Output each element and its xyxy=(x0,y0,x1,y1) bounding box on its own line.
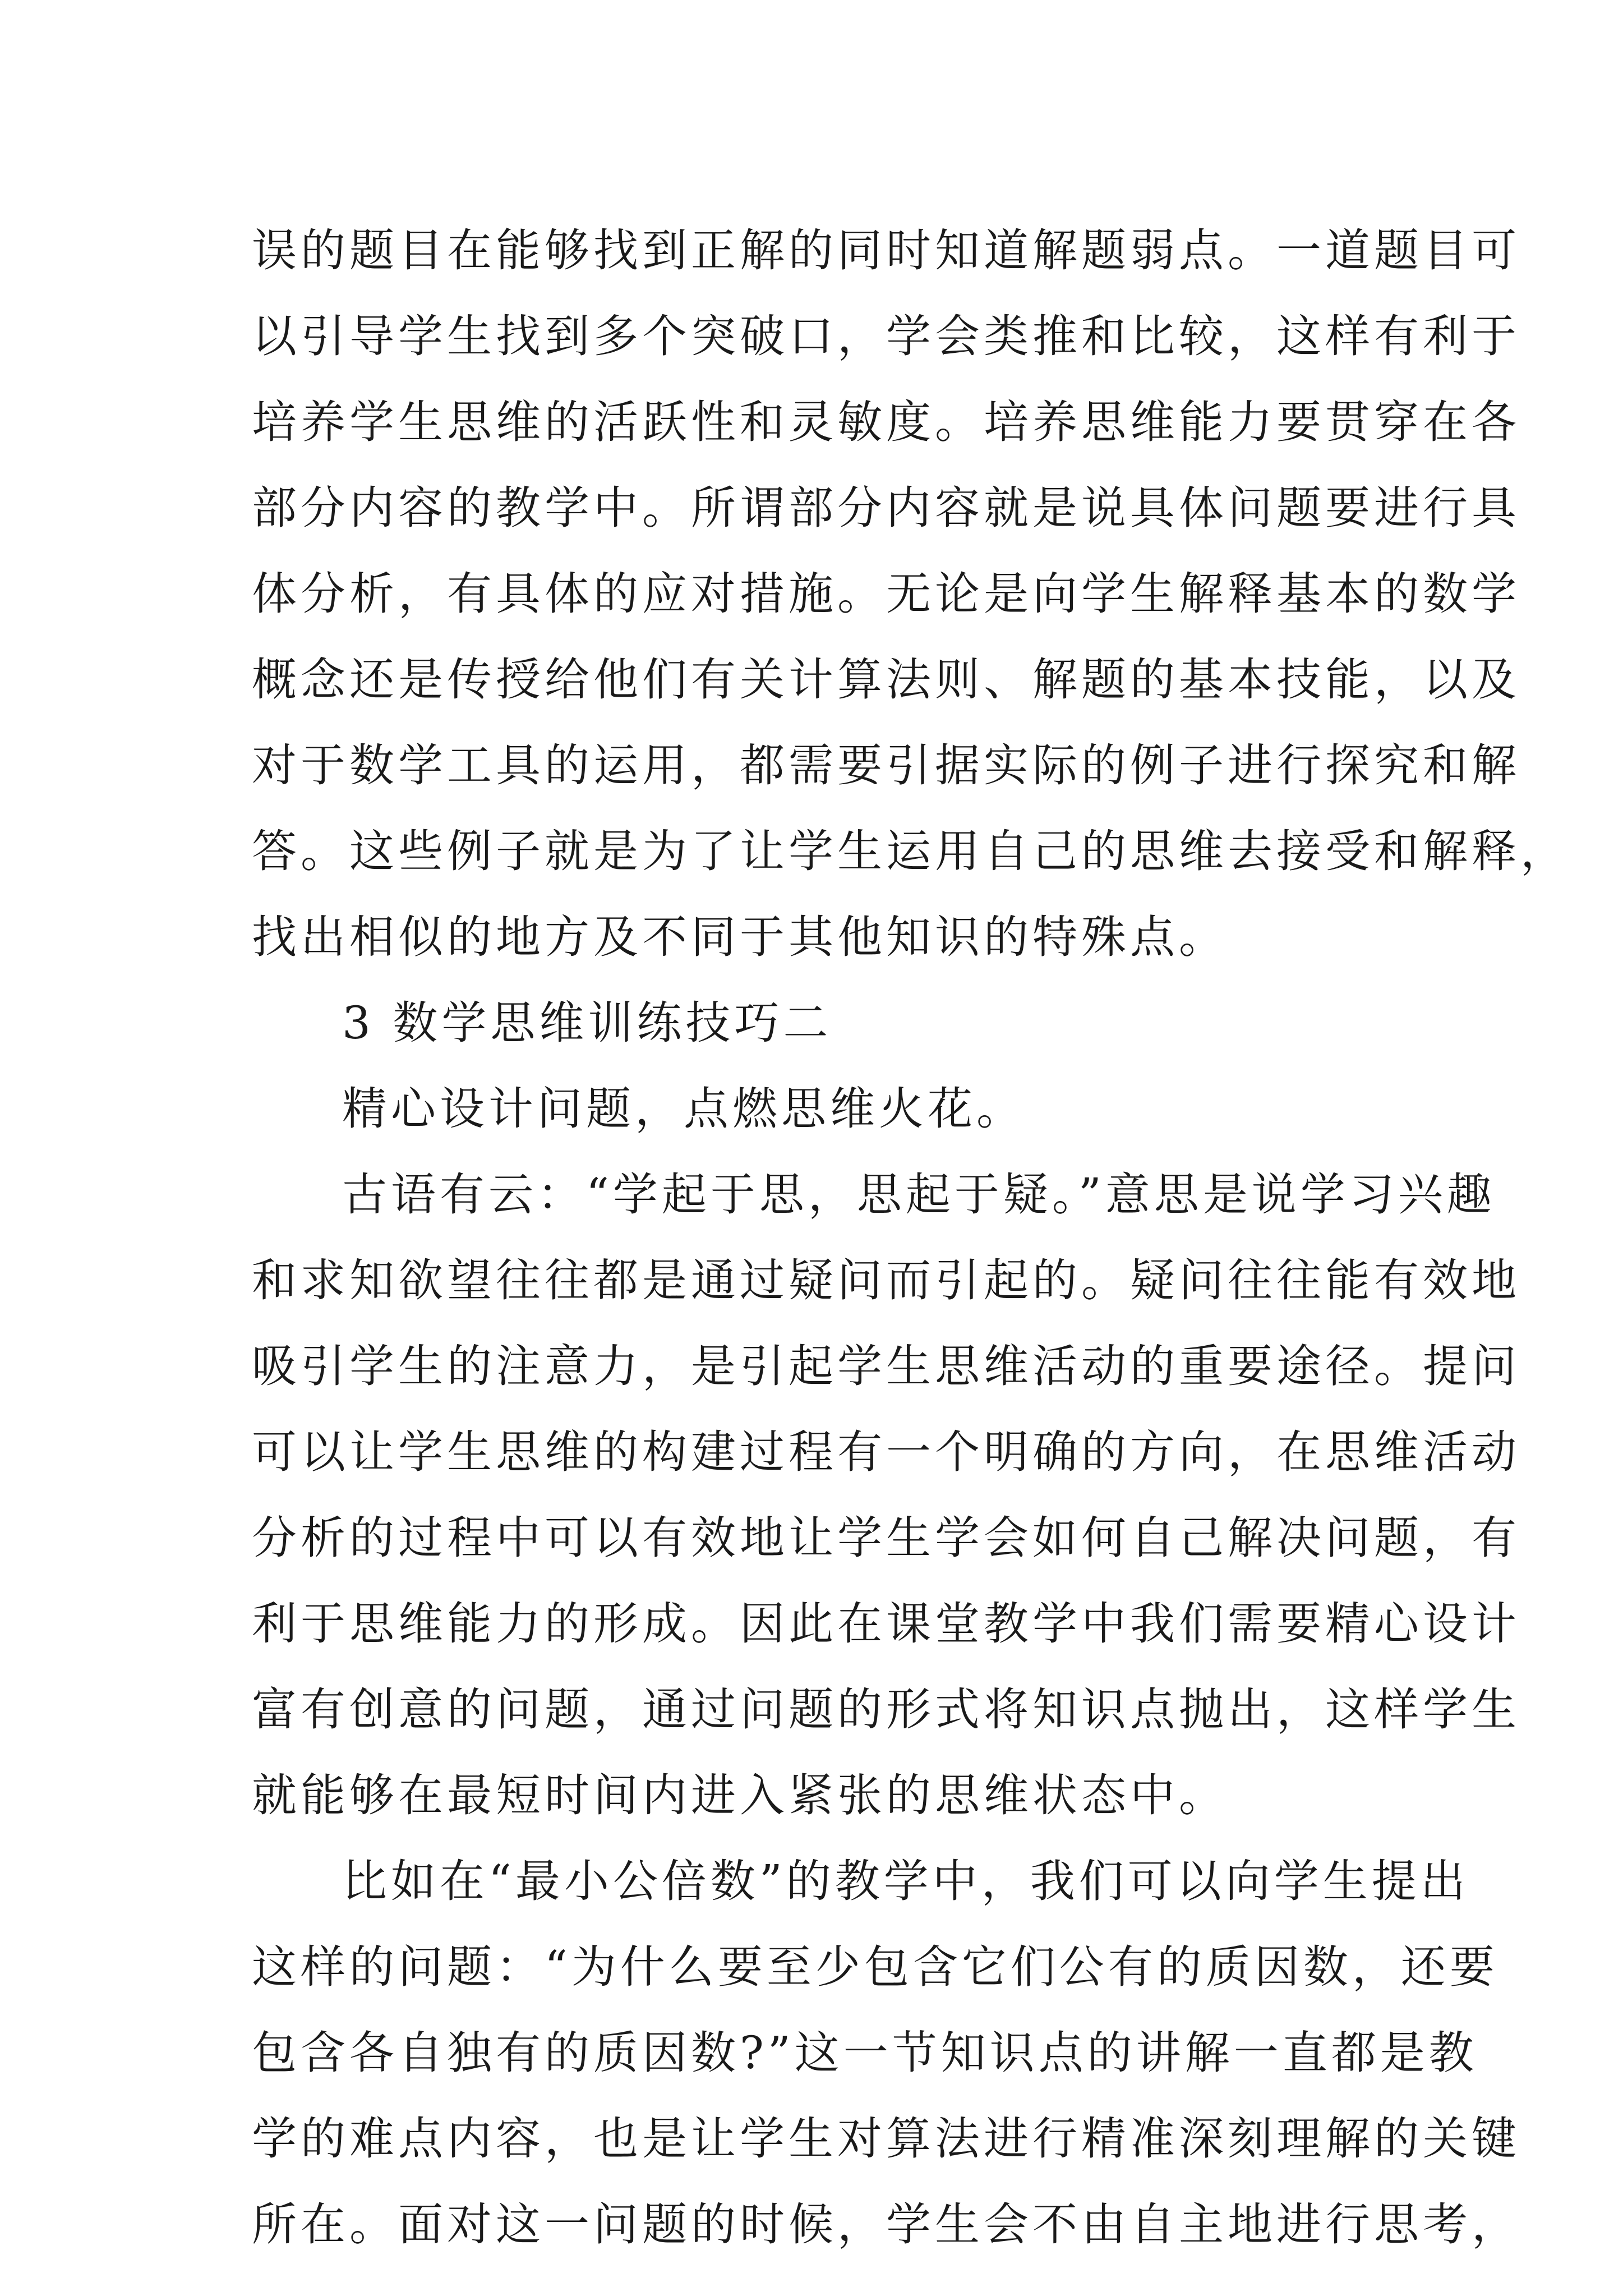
subheading: 精心设计问题，点燃思维火花。 xyxy=(342,1083,1025,1135)
text-line: 概念还是传授给他们有关计算法则、解题的基本技能，以及 xyxy=(252,654,1520,706)
text-line: 可以让学生思维的构建过程有一个明确的方向，在思维活动 xyxy=(252,1426,1520,1478)
text-line: 学的难点内容，也是让学生对算法进行精准深刻理解的关键 xyxy=(252,2113,1520,2165)
text-line: 对于数学工具的运用，都需要引据实际的例子进行探究和解 xyxy=(252,739,1520,792)
text-line: 答。这些例子就是为了让学生运用自己的思维去接受和解释， xyxy=(252,825,1569,877)
text-line: 就能够在最短时间内进入紧张的思维状态中。 xyxy=(252,1769,1228,1821)
text-line: 这样的问题：“为什么要至少包含它们公有的质因数，还要 xyxy=(252,1941,1498,1993)
body-text xyxy=(252,208,1569,2267)
text-line: 吸引学生的注意力，是引起学生思维活动的重要途径。提问 xyxy=(252,1340,1520,1392)
text-line: 部分内容的教学中。所谓部分内容就是说具体问题要进行具 xyxy=(252,482,1520,534)
text-line: 培养学生思维的活跃性和灵敏度。培养思维能力要贯穿在各 xyxy=(252,396,1520,448)
section-heading: 3 数学思维训练技巧二 xyxy=(342,997,832,1049)
paragraph-start-line: 古语有云：“学起于思，思起于疑。”意思是说学习兴趣 xyxy=(342,1168,1496,1221)
text-line: 利于思维能力的形成。因此在课堂教学中我们需要精心设计 xyxy=(252,1598,1520,1650)
text-line: 误的题目在能够找到正解的同时知道解题弱点。一道题目可 xyxy=(252,224,1520,277)
text-line: 分析的过程中可以有效地让学生学会如何自己解决问题，有 xyxy=(252,1512,1520,1564)
text-line: 和求知欲望往往都是通过疑问而引起的。疑问往往能有效地 xyxy=(252,1254,1520,1306)
text-line: 以引导学生找到多个突破口，学会类推和比较，这样有利于 xyxy=(252,310,1520,362)
text-line: 所在。面对这一问题的时候，学生会不由自主地进行思考， xyxy=(252,2198,1520,2251)
text-line: 包含各自独有的质因数?”这一节知识点的讲解一直都是教 xyxy=(252,2027,1478,2079)
text-line: 找出相似的地方及不同于其他知识的特殊点。 xyxy=(252,911,1228,963)
text-line: 富有创意的问题，通过问题的形式将知识点抛出，这样学生 xyxy=(252,1683,1520,1736)
text-line: 体分析，有具体的应对措施。无论是向学生解释基本的数学 xyxy=(252,568,1520,620)
paragraph-start-line: 比如在“最小公倍数”的教学中，我们可以向学生提出 xyxy=(342,1855,1469,1907)
